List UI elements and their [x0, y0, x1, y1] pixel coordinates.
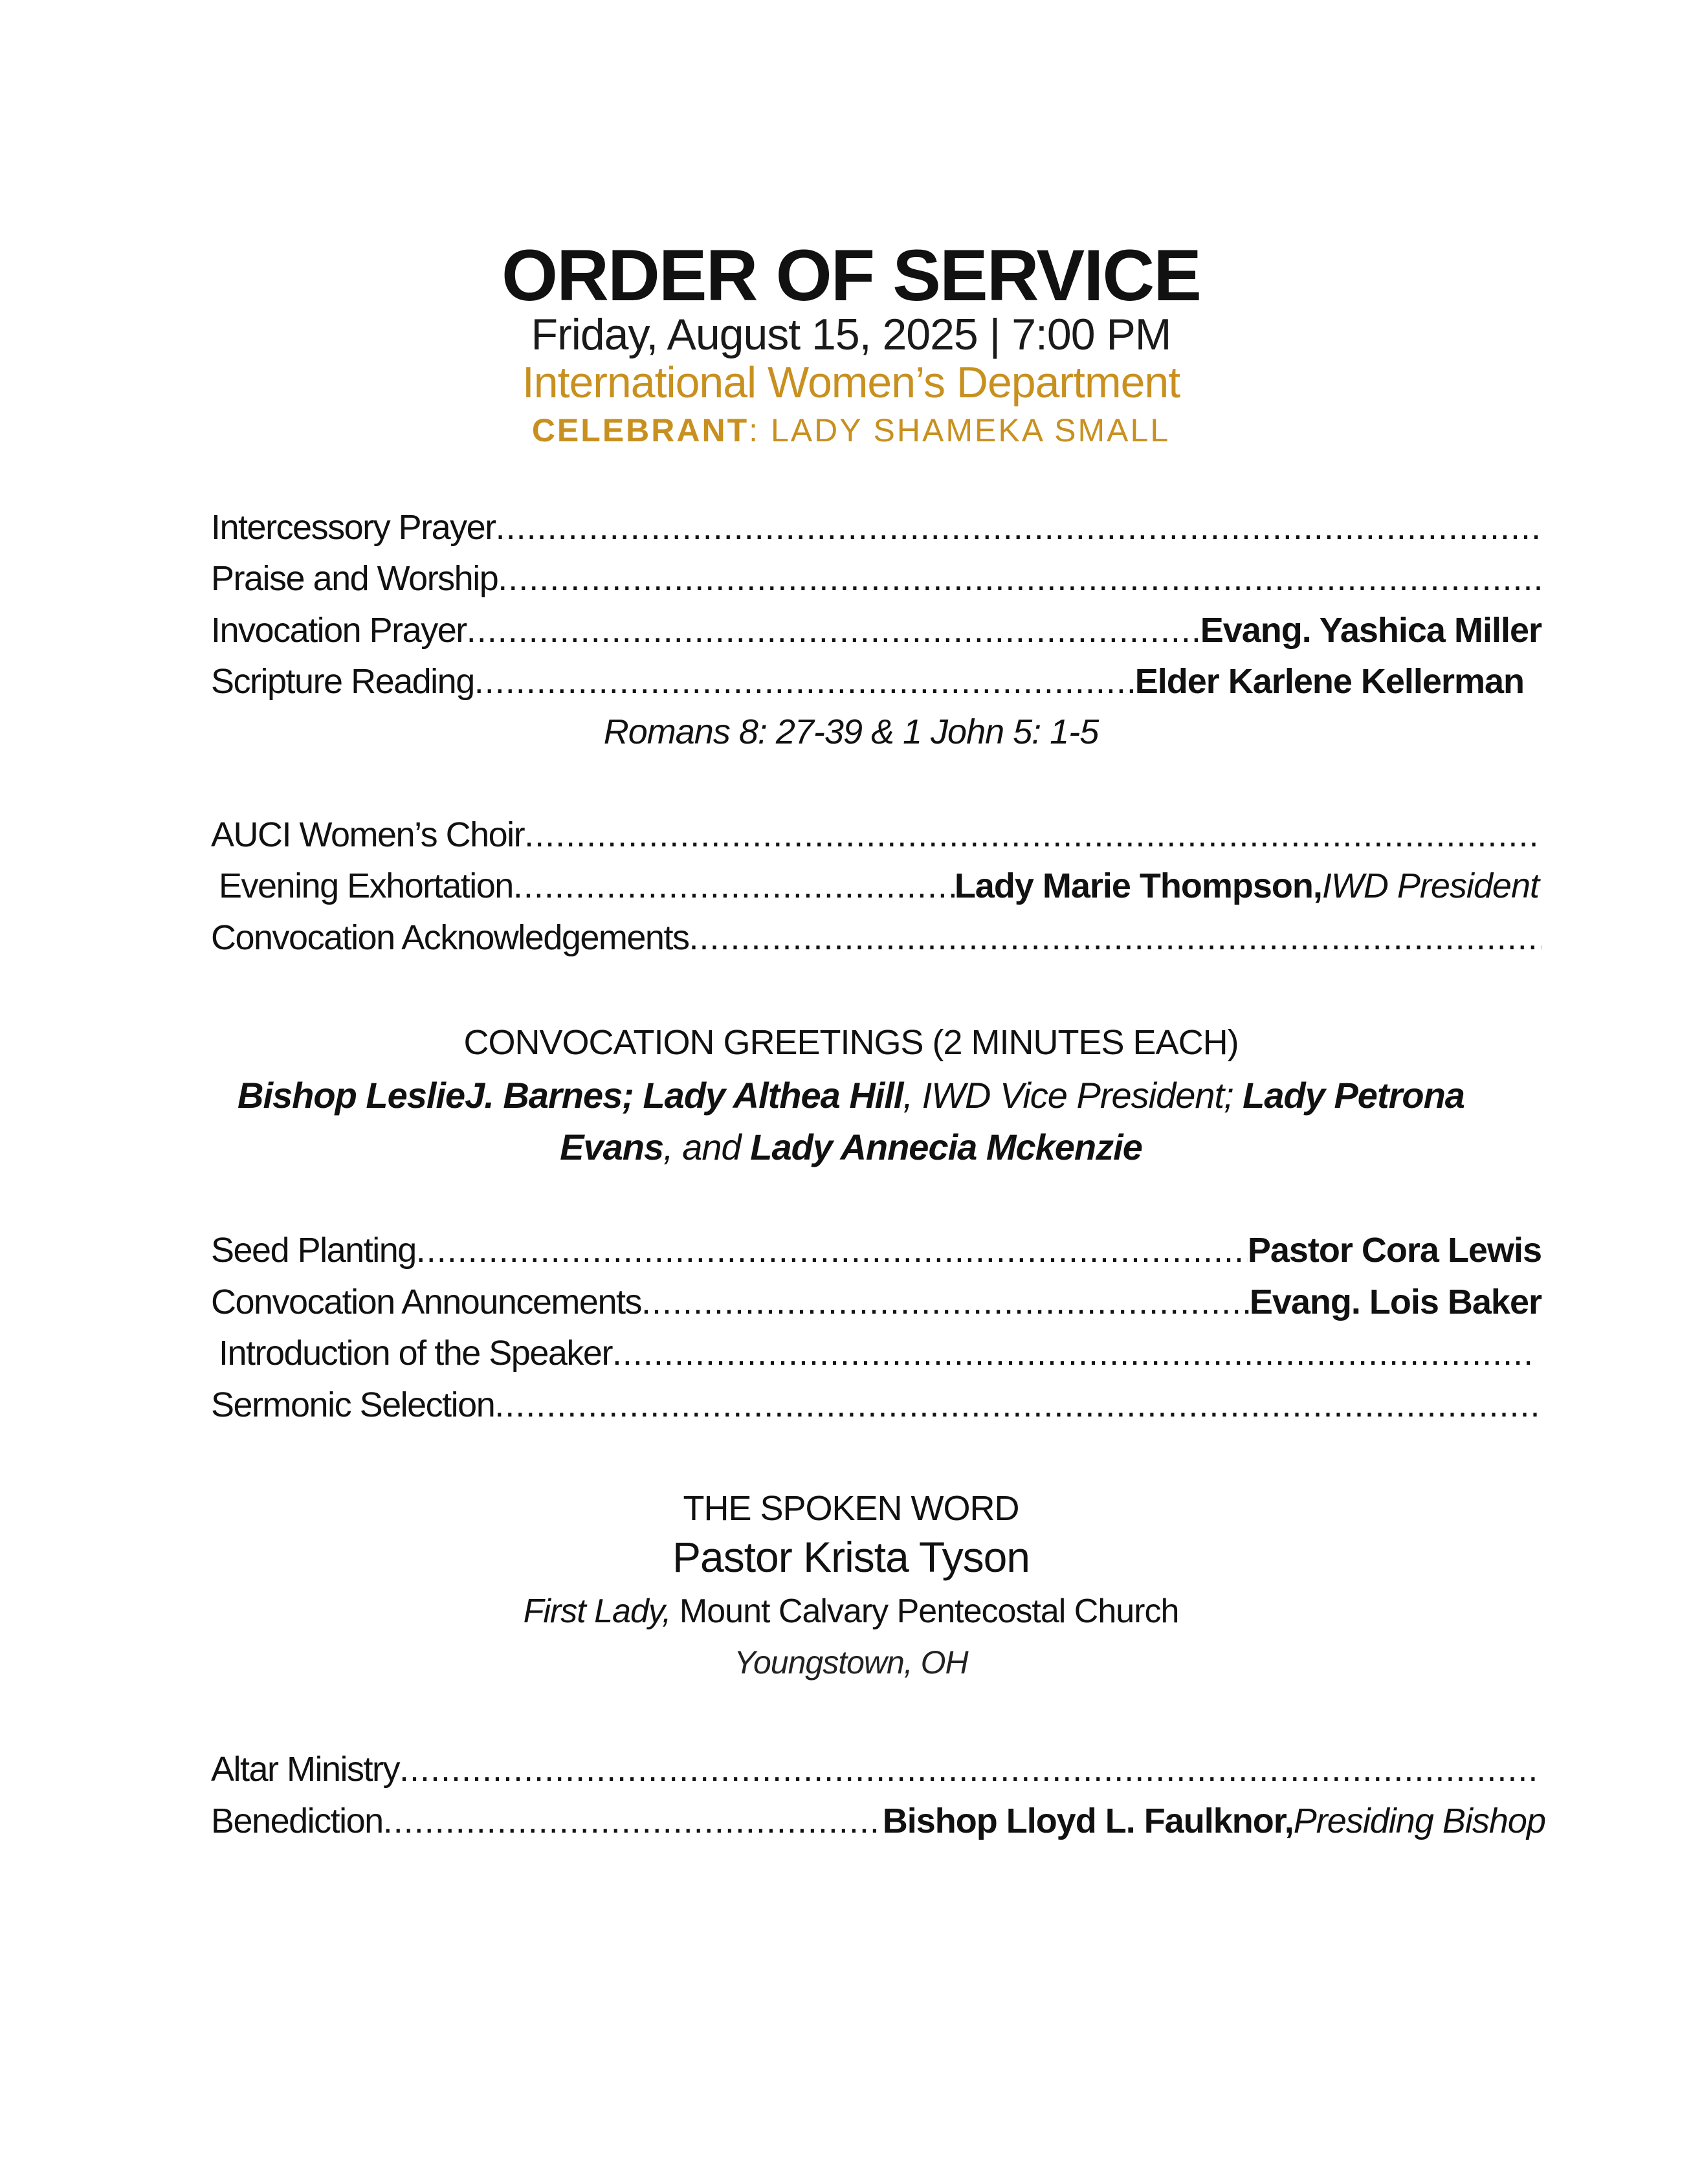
program-item-womens-choir	[211, 814, 1542, 857]
dot-leader	[467, 610, 1200, 651]
program-item-label: Convocation Announcements	[211, 1283, 641, 1321]
celebrant-label: CELEBRANT	[531, 412, 749, 448]
program-item-label: Benediction	[211, 1802, 383, 1840]
program-item-praise-worship	[211, 558, 1542, 601]
program-item-person: Pastor Cora Lewis	[1247, 1231, 1542, 1270]
program-item-label: Sermonic Selection	[211, 1385, 495, 1424]
dot-leader	[524, 814, 1542, 855]
program-item-label: Praise and Worship	[211, 559, 498, 598]
program-item-benediction	[211, 1800, 1545, 1843]
program-item-label: Convocation Acknowledgements	[211, 918, 689, 957]
program-item-speaker-introduction	[219, 1332, 1534, 1375]
program-item-convocation-announcements	[211, 1281, 1542, 1324]
dot-leader	[513, 865, 955, 907]
program-item-sermonic-selection	[211, 1384, 1542, 1427]
program-item-label: Seed Planting	[211, 1231, 416, 1270]
dot-leader	[416, 1230, 1248, 1271]
dot-leader	[612, 1332, 1534, 1374]
program-item-label: Introduction of the Speaker	[219, 1334, 612, 1373]
greeter-role: , IWD Vice President;	[903, 1075, 1233, 1116]
dot-leader	[689, 917, 1542, 958]
speaker-city: Youngstown, OH	[734, 1644, 968, 1681]
dot-leader	[494, 1384, 1542, 1426]
page-title: ORDER OF SERVICE	[502, 235, 1200, 316]
speaker-church: Mount Calvary Pentecostal Church	[670, 1593, 1179, 1630]
celebrant-line	[0, 414, 1702, 447]
program-item-scripture-reading	[211, 661, 1524, 703]
greetings-names-line-2	[0, 1126, 1702, 1168]
program-item-altar-ministry	[211, 1748, 1542, 1791]
program-item-label: Scripture Reading	[211, 662, 474, 701]
dot-leader	[383, 1800, 883, 1842]
program-item-label: Invocation Prayer	[211, 611, 467, 650]
program-item-invocation-prayer	[211, 610, 1542, 652]
program-item-intercessory-prayer	[211, 507, 1542, 549]
speaker-title: First Lady,	[523, 1593, 671, 1630]
speaker-affiliation	[0, 1592, 1702, 1631]
service-date-time: Friday, August 15, 2025 | 7:00 PM	[531, 310, 1171, 359]
dot-leader	[474, 661, 1135, 702]
program-item-person: Lady Marie Thompson,	[954, 866, 1322, 905]
greeter-name: Lady Annecia Mckenzie	[740, 1127, 1142, 1167]
dot-leader	[498, 558, 1542, 599]
dot-leader	[641, 1281, 1250, 1323]
celebrant-name: : LADY SHAMEKA SMALL	[749, 412, 1171, 448]
program-item-person: Elder Karlene Kellerman	[1134, 662, 1524, 701]
program-item-convocation-acknowledgements	[211, 917, 1542, 960]
greetings-heading: CONVOCATION GREETINGS (2 MINUTES EACH)	[463, 1023, 1239, 1062]
department-name: International Women’s Department	[522, 358, 1180, 407]
greeter-separator: , and	[663, 1127, 741, 1167]
program-item-seed-planting	[211, 1230, 1542, 1272]
greeter-name: Evans	[560, 1127, 664, 1167]
program-item-label: Evening Exhortation	[219, 866, 513, 905]
program-item-person: Bishop Lloyd L. Faulknor,	[882, 1802, 1294, 1840]
program-item-label: AUCI Women’s Choir	[211, 815, 525, 854]
greetings-names-line-1	[0, 1074, 1702, 1116]
program-item-label: Intercessory Prayer	[211, 508, 496, 547]
program-item-role: Presiding Bishop	[1293, 1802, 1545, 1840]
greeter-name: Lady Petrona	[1233, 1075, 1464, 1116]
scripture-reference: Romans 8: 27-39 & 1 John 5: 1-5	[603, 712, 1099, 751]
program-item-person: Evang. Lois Baker	[1249, 1283, 1542, 1321]
speaker-name: Pastor Krista Tyson	[672, 1533, 1030, 1581]
dot-leader	[399, 1748, 1542, 1790]
program-item-role: IWD President	[1321, 866, 1539, 905]
dot-leader	[496, 507, 1542, 548]
program-item-evening-exhortation	[219, 865, 1539, 908]
spoken-word-heading: THE SPOKEN WORD	[683, 1489, 1019, 1528]
greeter-name: Bishop LeslieJ. Barnes;	[238, 1075, 634, 1116]
greeter-name: Lady Althea Hill	[633, 1075, 903, 1116]
program-item-label: Altar Ministry	[211, 1750, 400, 1789]
program-item-person: Evang. Yashica Miller	[1200, 611, 1542, 650]
